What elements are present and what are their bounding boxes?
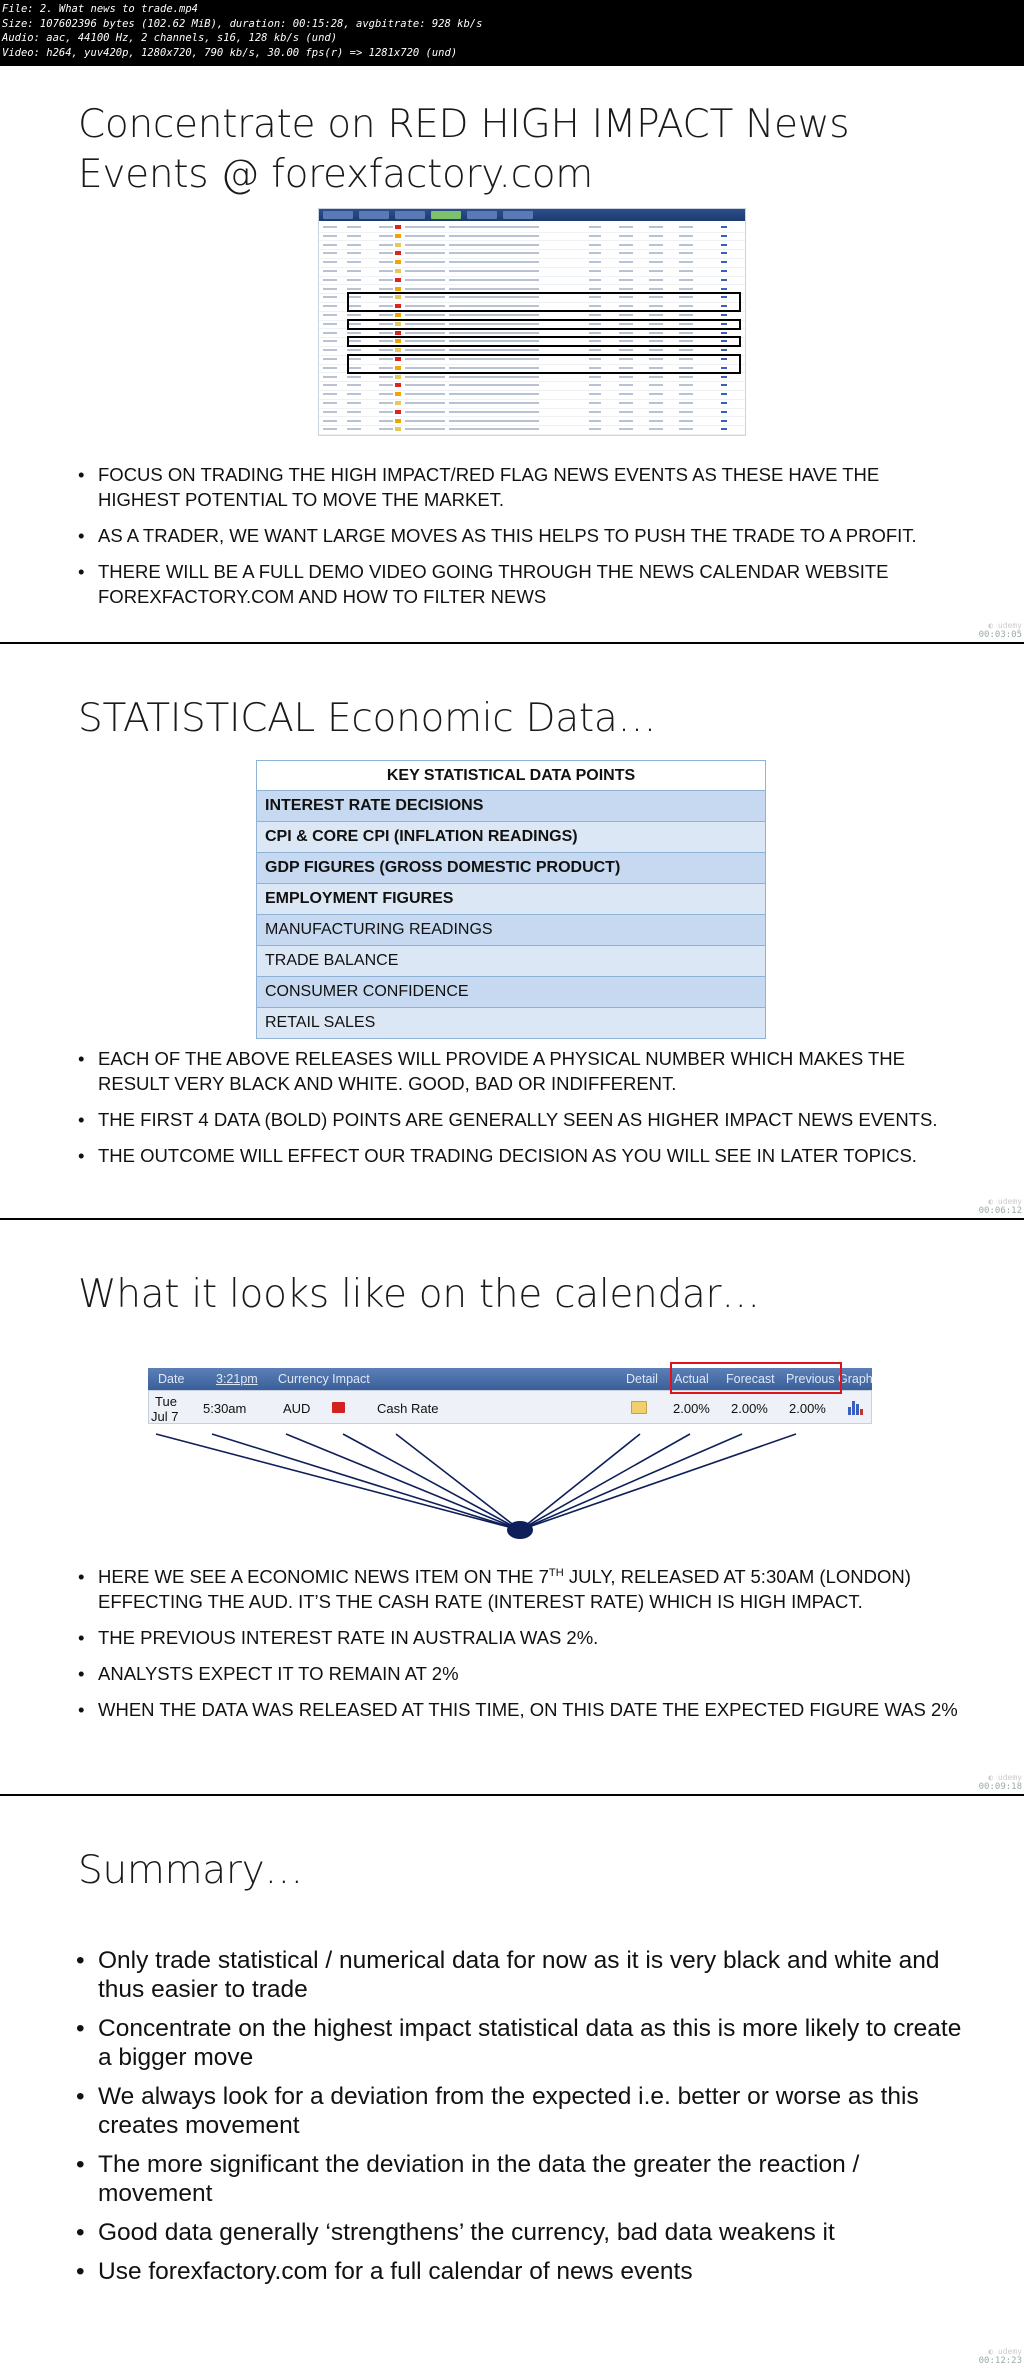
table-row: RETAIL SALES [257,1008,766,1039]
bullet-item: • Only trade statistical / numerical data for now as it is very black and white and thus easier to trade [78,1946,964,2004]
row-time: 5:30am [203,1401,247,1416]
bullet-list [78,1946,964,2296]
header-detail: Detail [626,1372,658,1386]
row-forecast: 2.00% [731,1401,768,1416]
superscript: TH [548,1566,564,1579]
header-actual: Actual [674,1372,709,1386]
file-info-line: Size: 107602396 bytes (102.62 MiB), duration: 00:15:28, avgbitrate: 928 kb/s [2,17,483,30]
ff-calendar-row [319,425,745,435]
ff-highlight-box [347,336,741,347]
timestamp [979,621,1022,640]
bullet-text: HERE WE SEE A ECONOMIC NEWS ITEM ON THE 7 [98,1566,549,1587]
bullet-item: • FOCUS ON TRADING THE HIGH IMPACT/RED FLAG NEWS EVENTS AS THESE HAVE THE HIGHEST POTENTIAL TO MOVE THE MARKET. [78,462,964,512]
header-graph: Graph [838,1372,873,1386]
row-day: Tue [155,1394,177,1409]
slide-title: What it looks like on the calendar… [78,1272,760,1317]
table-row: MANUFACTURING READINGS [257,915,766,946]
header-currency-impact: Currency Impact [278,1372,370,1386]
bullet-list [78,1564,964,1733]
bullet-item: • ANALYSTS EXPECT IT TO REMAIN AT 2% [78,1661,964,1686]
slide-2 [0,644,1024,1218]
bullet-item: • THE FIRST 4 DATA (BOLD) POINTS ARE GENERALLY SEEN AS HIGHER IMPACT NEWS EVENTS. [78,1107,964,1132]
header-time: 3:21pm [216,1372,258,1386]
bullet-item: • We always look for a deviation from the expected i.e. better or worse as this creates movement [78,2082,964,2140]
bullet-item: • Concentrate on the highest impact statistical data as this is more likely to create a bigger move [78,2014,964,2072]
bullet-list [78,462,964,620]
timestamp-text: 00:12:23 [978,2356,1022,2366]
bullet-text: JULY, RELEASED AT 5:30AM (LONDON) EFFECTING THE AUD. IT’S THE CASH RATE (INTEREST RATE) WHICH IS HIGH IMPACT. [98,1566,911,1612]
slide-title: STATISTICAL Economic Data… [78,696,657,741]
watermark-icon: ◐ udemy [988,1773,1022,1782]
row-actual: 2.00% [673,1401,710,1416]
file-info-line: Audio: aac, 44100 Hz, 2 channels, s16, 128 kb/s (und) [2,32,338,44]
file-info-line: Video: h264, yuv420p, 1280x720, 790 kb/s, 30.00 fps(r) => 1281x720 (und) [2,46,458,59]
ff-toolbar [319,209,745,221]
bullet-item: • THE OUTCOME WILL EFFECT OUR TRADING DECISION AS YOU WILL SEE IN LATER TOPICS. [78,1143,964,1168]
table-row: INTEREST RATE DECISIONS [257,791,766,822]
slide-title: Summary… [78,1848,304,1893]
ff-highlight-box [347,292,741,312]
bullet-item: • THERE WILL BE A FULL DEMO VIDEO GOING THROUGH THE NEWS CALENDAR WEBSITE FOREXFACTORY.COM AND HOW TO FILTER NEWS [78,559,964,609]
table-row: CONSUMER CONFIDENCE [257,977,766,1008]
row-currency: AUD [283,1401,311,1416]
timestamp [979,1197,1022,1216]
slide-4 [0,1796,1024,2368]
bullet-item: • Use forexfactory.com for a full calendar of news events [78,2257,964,2286]
bullet-item: • THE PREVIOUS INTEREST RATE IN AUSTRALIA WAS 2%. [78,1625,964,1650]
timestamp-text: 00:06:12 [978,1206,1022,1216]
bullet-list [78,1046,964,1179]
ff-highlight-box [347,354,741,374]
table-row: CPI & CORE CPI (INFLATION READINGS) [257,822,766,853]
watermark-icon: ◐ udemy [988,621,1022,630]
bullet-item: • Good data generally ‘strengthens’ the currency, bad data weakens it [78,2218,964,2247]
bullet-item: • AS A TRADER, WE WANT LARGE MOVES AS THIS HELPS TO PUSH THE TRADE TO A PROFIT. [78,523,964,548]
timestamp-text: 00:03:05 [978,630,1022,640]
slide-title [78,100,849,200]
table-row: TRADE BALANCE [257,946,766,977]
slide-1 [0,66,1024,642]
table-header: KEY STATISTICAL DATA POINTS [257,761,766,791]
timestamp [979,2347,1022,2366]
file-info-line: File: 2. What news to trade.mp4 [2,3,198,15]
slide-title-line: Events @ forexfactory.com [78,152,593,197]
row-previous: 2.00% [789,1401,826,1416]
header-date: Date [158,1372,185,1386]
table-row: EMPLOYMENT FIGURES [257,884,766,915]
header-forecast: Forecast [726,1372,775,1386]
bullet-item: • The more significant the deviation in the data the greater the reaction / movement [78,2150,964,2208]
watermark-icon: ◐ udemy [988,2347,1022,2356]
header-previous: Previous [786,1372,835,1386]
slide-3 [0,1220,1024,1794]
watermark-icon: ◐ udemy [988,1197,1022,1206]
timestamp-text: 00:09:18 [978,1782,1022,1792]
slide-title-line: Concentrate on RED HIGH IMPACT News [78,102,850,147]
bullet-item: • EACH OF THE ABOVE RELEASES WILL PROVIDE A PHYSICAL NUMBER WHICH MAKES THE RESULT VERY BLACK AND WHITE. GOOD, BAD OR INDIFFERENT. [78,1046,964,1096]
bullet-item [78,1564,964,1614]
row-date: Jul 7 [151,1409,179,1424]
key-statistics-table [256,760,766,1039]
timestamp [979,1773,1022,1792]
file-info-header [0,0,1024,66]
row-event: Cash Rate [377,1401,439,1416]
table-row: GDP FIGURES (GROSS DOMESTIC PRODUCT) [257,853,766,884]
ff-highlight-box [347,319,741,330]
forexfactory-calendar-screenshot [318,208,746,436]
bullet-item: • WHEN THE DATA WAS RELEASED AT THIS TIME, ON THIS DATE THE EXPECTED FIGURE WAS 2% [78,1697,964,1722]
